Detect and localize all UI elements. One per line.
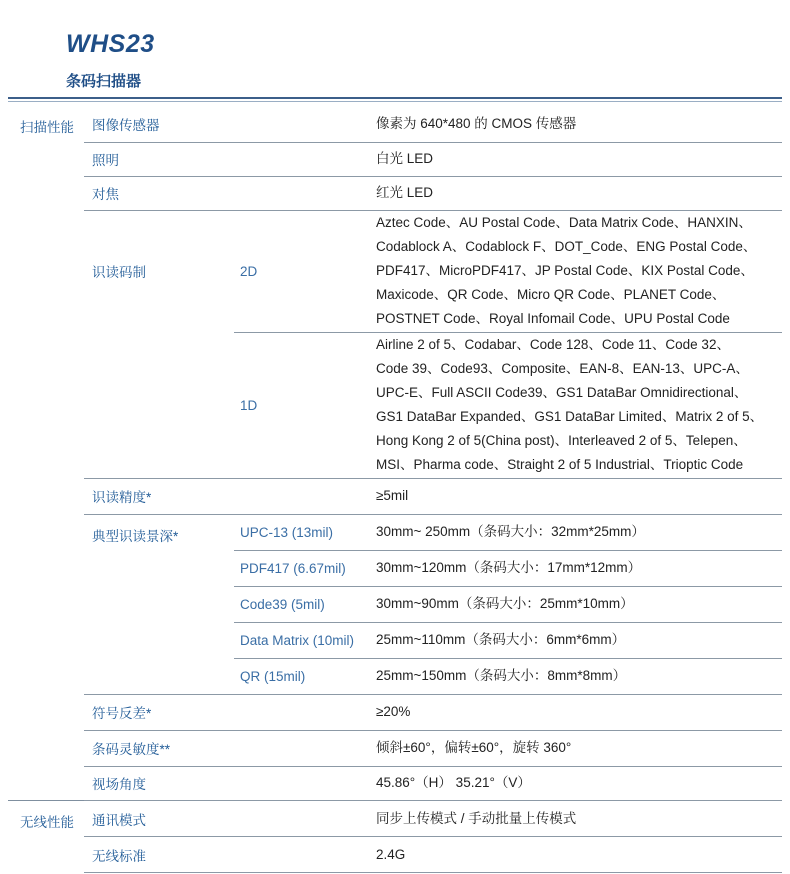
- item-value: 25mm~150mm（条码大小：8mm*8mm）: [370, 658, 782, 694]
- list-line: PDF417、MicroPDF417、JP Postal Code、KIX Postal Code、: [376, 263, 754, 278]
- item-value: 倾斜±60°，偏转±60°，旋转 360°: [370, 730, 782, 766]
- item-value: 同步上传模式 / 手动批量上传模式: [370, 801, 782, 837]
- header-rule: [8, 97, 782, 99]
- list-line: Code 39、Code93、Composite、EAN-8、EAN-13、UPC-A、: [376, 361, 749, 376]
- item-value: 红光 LED: [370, 176, 782, 210]
- header-rule-thin: [8, 101, 782, 102]
- item-value: 像素为 640*480 的 CMOS 传感器: [376, 115, 577, 131]
- spec-table: [8, 106, 782, 873]
- spec-row-wireless-standard: [8, 837, 782, 873]
- spec-row-field-of-view: [8, 766, 782, 800]
- item-label: 条码灵敏度**: [84, 730, 370, 766]
- item-value: 白光 LED: [370, 142, 782, 176]
- list-line: Hong Kong 2 of 5(China post)、Interleaved 2 of 5、Telepen、: [376, 433, 747, 448]
- item-value: ≥5mil: [370, 478, 782, 514]
- sub-label: PDF417 (6.67mil): [234, 550, 370, 586]
- list-line: Airline 2 of 5、Codabar、Code 128、Code 11、Code 32、: [376, 337, 730, 352]
- list-line: Aztec Code、AU Postal Code、Data Matrix Code、HANXIN、: [376, 215, 752, 230]
- item-label: 符号反差*: [84, 694, 370, 730]
- model-title: WHS23: [66, 30, 155, 58]
- item-value: 2.4G: [370, 837, 782, 873]
- spec-row-dof-upc: [8, 514, 782, 550]
- item-label: 识读精度*: [84, 478, 370, 514]
- item-label: 通讯模式: [84, 801, 370, 837]
- spec-row-image-sensor: [8, 106, 782, 142]
- spec-row-symbologies-2d: [8, 210, 782, 332]
- spec-row-resolution: [8, 478, 782, 514]
- spec-row-sensitivity: [8, 730, 782, 766]
- sub-label-2d: 2D: [234, 210, 370, 332]
- list-line: MSI、Pharma code、Straight 2 of 5 Industrial、Trioptic Code: [376, 457, 744, 472]
- item-value: 30mm~90mm（条码大小：25mm*10mm）: [370, 586, 782, 622]
- sub-label: Data Matrix (10mil): [234, 622, 370, 658]
- category-wireless-performance: 无线性能: [8, 801, 84, 873]
- product-subtitle: 条码扫描器: [66, 73, 142, 90]
- list-line: POSTNET Code、Royal Infomail Code、UPU Postal Code: [376, 311, 730, 326]
- sub-label: Code39 (5mil): [234, 586, 370, 622]
- list-line: Maxicode、QR Code、Micro QR Code、PLANET Code、: [376, 287, 726, 302]
- symbology-list-1d: [370, 332, 782, 478]
- list-line: Codablock A、Codablock F、DOT_Code、ENG Postal Code、: [376, 239, 757, 254]
- spec-row-comm-mode: [8, 801, 782, 837]
- item-label: 对焦: [84, 176, 370, 210]
- list-line: UPC-E、Full ASCII Code39、GS1 DataBar Omnidirectional、: [376, 385, 748, 400]
- spec-row-focus: [8, 176, 782, 210]
- symbology-list-2d: [370, 210, 782, 332]
- item-label: 图像传感器: [92, 117, 160, 133]
- item-value: ≥20%: [370, 694, 782, 730]
- sub-label: UPC-13 (13mil): [234, 514, 370, 550]
- sub-label-1d: 1D: [234, 332, 370, 478]
- category-scan-performance: 扫描性能: [20, 120, 74, 135]
- sub-label: QR (15mil): [234, 658, 370, 694]
- spec-row-illumination: [8, 142, 782, 176]
- item-value: 45.86°（H） 35.21°（V）: [370, 766, 782, 800]
- item-label: 无线标准: [84, 837, 370, 873]
- item-value: 25mm~110mm（条码大小：6mm*6mm）: [370, 622, 782, 658]
- list-line: GS1 DataBar Expanded、GS1 DataBar Limited、Matrix 2 of 5、: [376, 409, 764, 424]
- item-label: 照明: [84, 142, 370, 176]
- item-label: 识读码制: [84, 210, 234, 478]
- item-label: 典型识读景深*: [84, 514, 234, 694]
- item-value: 30mm~120mm（条码大小：17mm*12mm）: [370, 550, 782, 586]
- item-value: 30mm~ 250mm（条码大小：32mm*25mm）: [370, 514, 782, 550]
- item-label: 视场角度: [84, 766, 370, 800]
- spec-row-contrast: [8, 694, 782, 730]
